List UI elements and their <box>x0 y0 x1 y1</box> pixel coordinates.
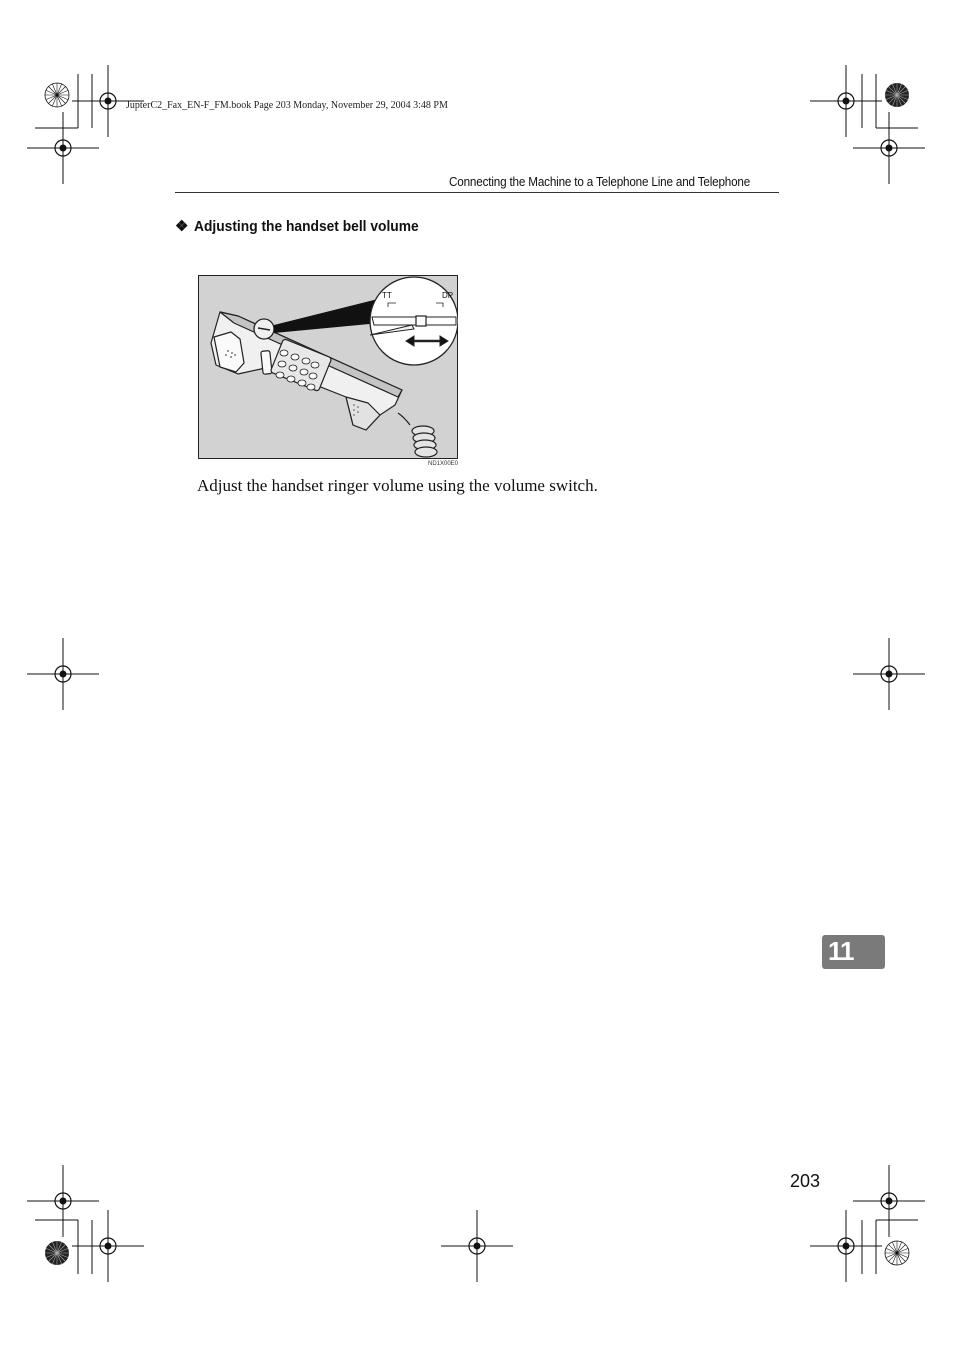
chapter-number: 11 <box>828 936 854 966</box>
page-number: 203 <box>790 1171 821 1191</box>
section-heading <box>175 217 439 235</box>
switch-label-tt: TT <box>382 291 392 300</box>
book-info-line: JupterC2_Fax_EN-F_FM.book Page 203 Monday, November 29, 2004 3:48 PM <box>126 100 448 111</box>
header-rule <box>175 192 779 193</box>
section-heading-text: Adjusting the handset bell volume <box>194 217 420 235</box>
body-paragraph: Adjust the handset ringer volume using the volume switch. <box>197 476 598 495</box>
switch-label-dp: DP <box>442 291 454 300</box>
diamond-bullet-icon: ❖ <box>175 218 189 235</box>
figure-code: ND1X00E0 <box>428 461 459 467</box>
handset-illustration <box>198 275 458 459</box>
running-header: Connecting the Machine to a Telephone Line and Telephone <box>449 174 751 189</box>
